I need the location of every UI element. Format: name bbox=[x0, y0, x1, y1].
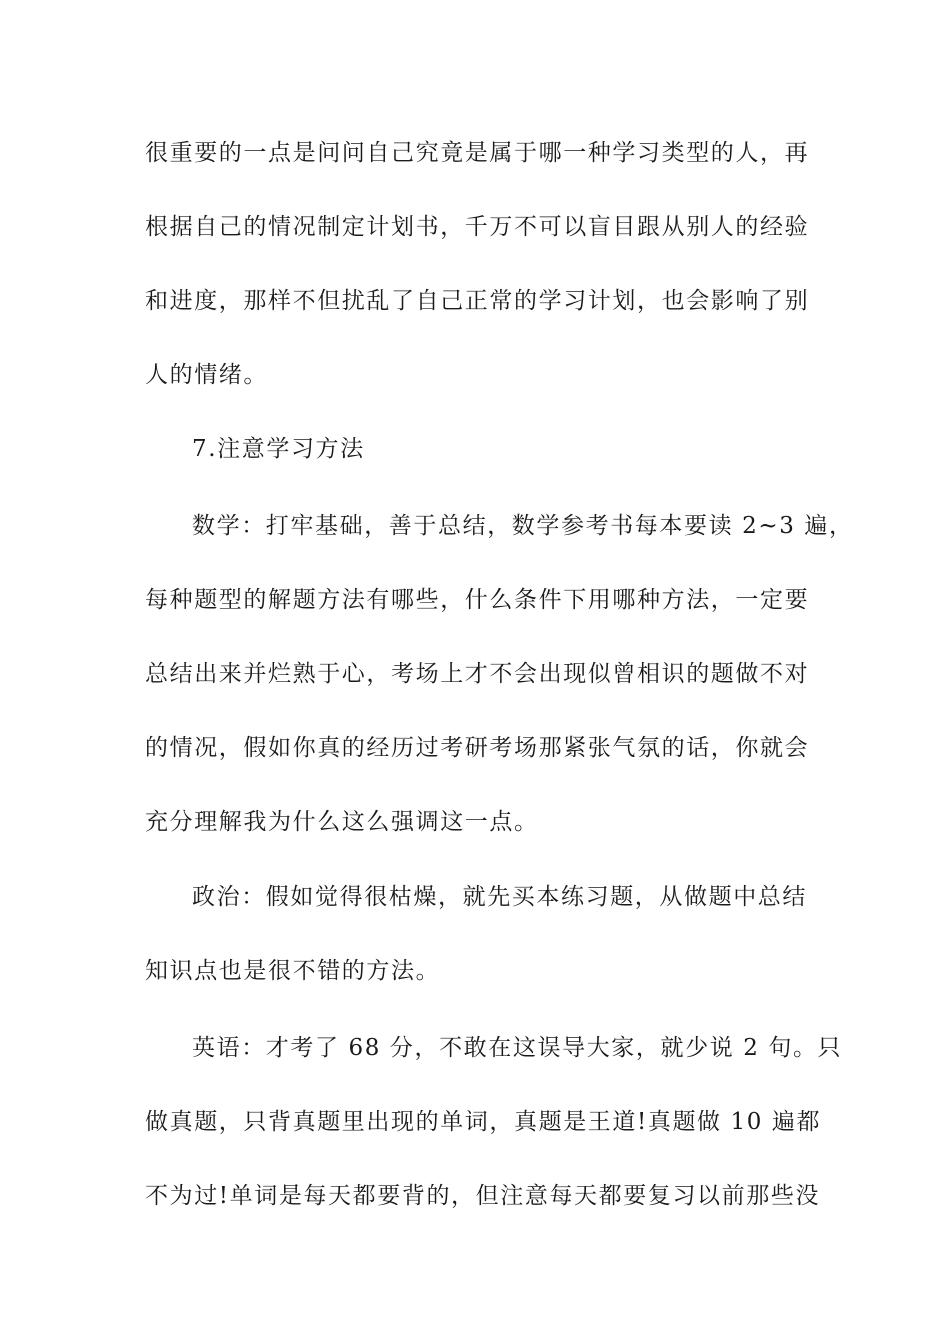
text-line: 总结出来并烂熟于心，考场上才不会出现似曾相识的题做不对 bbox=[145, 661, 810, 687]
text-line: 的情况，假如你真的经历过考研考场那紧张气氛的话，你就会 bbox=[145, 735, 810, 761]
text-line: 和进度，那样不但扰乱了自己正常的学习计划，也会影响了别 bbox=[145, 288, 810, 314]
text-line: 不为过!单词是每天都要背的，但注意每天都要复习以前那些没 bbox=[145, 1183, 821, 1209]
text-line: 每种题型的解题方法有哪些，什么条件下用哪种方法，一定要 bbox=[145, 587, 810, 613]
text-line: 根据自己的情况制定计划书，千万不可以盲目跟从别人的经验 bbox=[145, 214, 810, 240]
text-line: 很重要的一点是问问自己究竟是属于哪一种学习类型的人，再 bbox=[145, 140, 810, 166]
text-line: 充分理解我为什么这么强调这一点。 bbox=[145, 809, 539, 835]
text-line: 做真题，只背真题里出现的单词，真题是王道!真题做 10 遍都 bbox=[145, 1109, 822, 1135]
text-line: 数学：打牢基础，善于总结，数学参考书每本要读 2~3 遍， bbox=[192, 513, 854, 539]
text-line: 英语：才考了 68 分，不敢在这误导大家，就少说 2 句。只 bbox=[192, 1035, 843, 1061]
heading-line: 7.注意学习方法 bbox=[192, 436, 365, 462]
text-line: 政治：假如觉得很枯燥，就先买本练习题，从做题中总结 bbox=[192, 884, 807, 910]
text-line: 人的情绪。 bbox=[145, 362, 268, 388]
text-line: 知识点也是很不错的方法。 bbox=[145, 958, 441, 984]
